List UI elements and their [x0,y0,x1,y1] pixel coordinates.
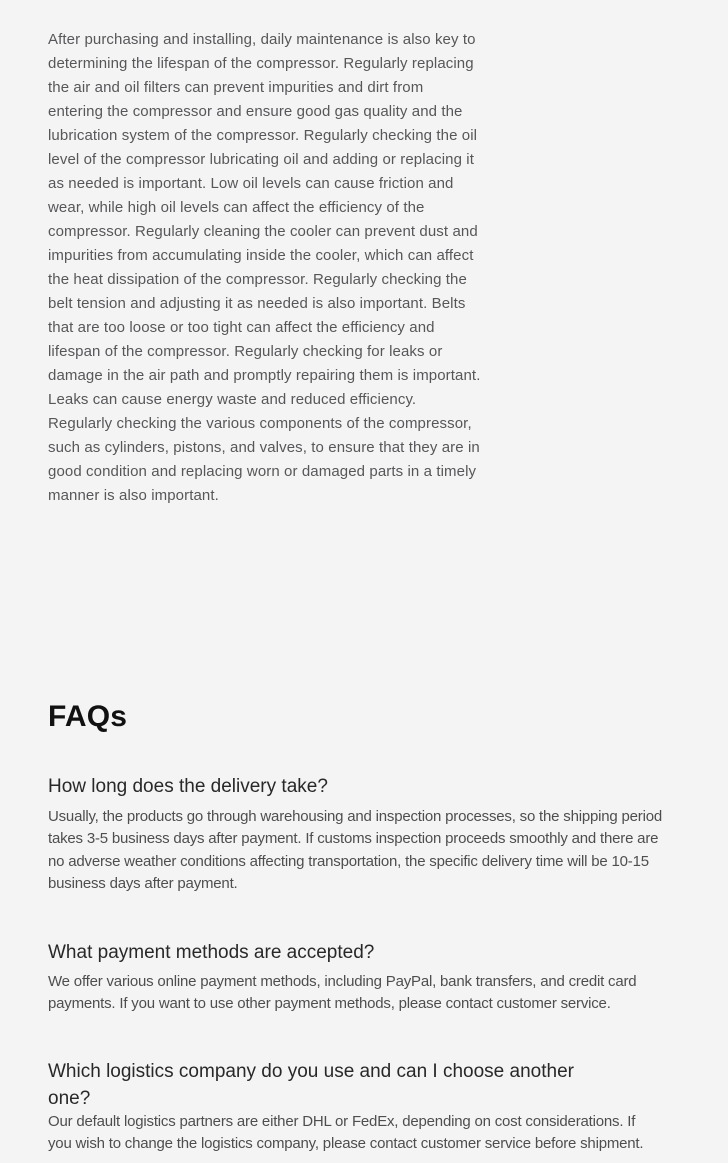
faq-answer-logistics-company: Our default logistics partners are either DHL or FedEx, depending on cost considerations. If you wish to change the logistics company, please contact customer service before shipment. [48,1113,644,1153]
maintenance-intro-paragraph: After purchasing and installing, daily maintenance is also key to determining the lifespan of the compressor. Regularly replacing the air and oil filters can prevent impurities and dirt from entering the compressor and ensure good gas quality and the lubrication system of the compressor. Regularly checking the oil level of the compressor lubricating oil and adding or replacing it as needed is important. Low oil levels can cause friction and wear, while high oil levels can affect the efficiency of the compressor. Regularly cleaning the cooler can prevent dust and impurities from accumulating inside the cooler, which can affect the heat dissipation of the compressor. Regularly checking the belt tension and adjusting it as needed is also important. Belts that are too loose or too tight can affect the efficiency and lifespan of the compressor. Regularly checking for leaks or damage in the air path and promptly repairing them is important. Leaks can cause energy waste and reduced efficiency. Regularly checking the various components of the compressor, such as cylinders, pistons, and valves, to ensure that they are in good condition and replacing worn or damaged parts in a timely manner is also important. [48,31,481,504]
faq-question-payment-methods: What payment methods are accepted? [48,942,375,963]
faq-question-logistics-company: Which logistics company do you use and can I choose another one? [48,1061,574,1109]
faqs-heading: FAQs [48,699,128,733]
faq-question-delivery-time: How long does the delivery take? [48,776,328,797]
faq-answer-delivery-time: Usually, the products go through warehousing and inspection processes, so the shipping period takes 3-5 business days after payment. If customs inspection proceeds smoothly and there are no adverse weather conditions affecting transportation, the specific delivery time will be 10-15 business days after payment. [48,808,663,892]
faq-answer-payment-methods: We offer various online payment methods, including PayPal, bank transfers, and credit card payments. If you want to use other payment methods, please contact customer service. [48,973,637,1013]
